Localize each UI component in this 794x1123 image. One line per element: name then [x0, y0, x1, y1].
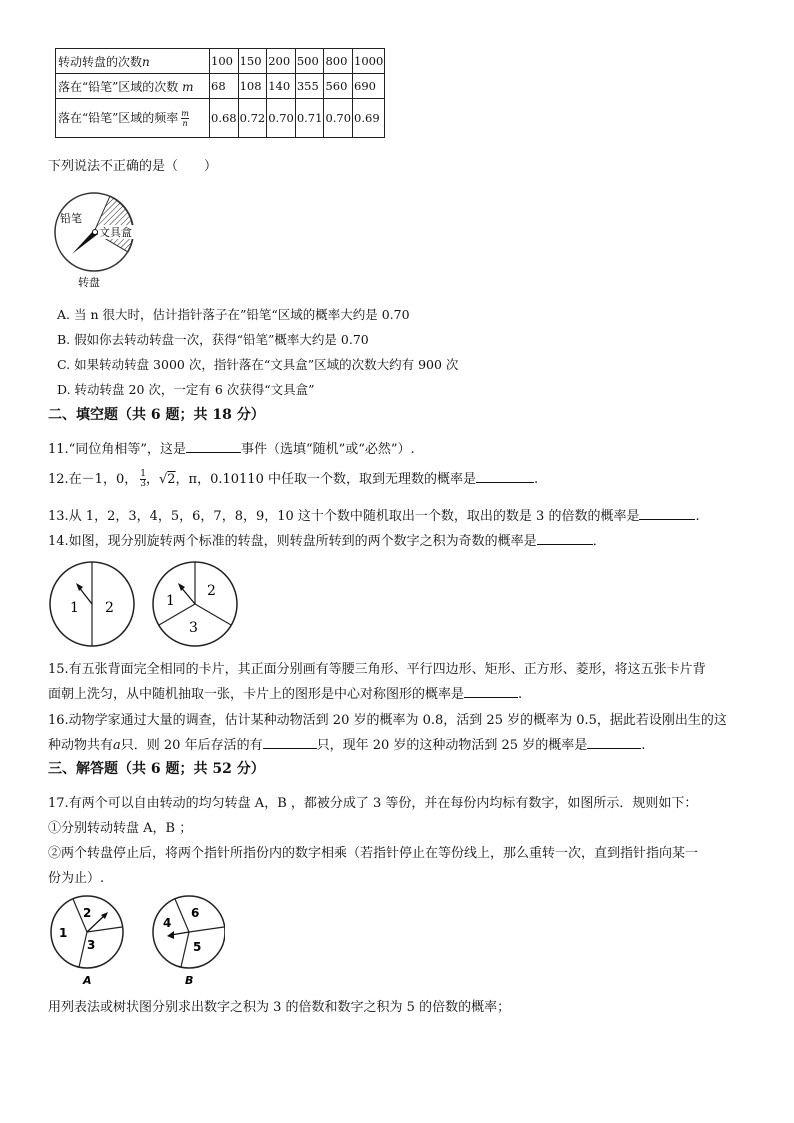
option-c: C. 如果转动转盘 3000 次，指针落在“文具盒”区域的次数大约有 900 次 [57, 357, 459, 372]
table-row [56, 74, 385, 99]
pencil-region-label: 铅笔 [60, 212, 82, 225]
table-row [56, 49, 385, 74]
table-cell: 355 [295, 74, 324, 99]
spinner-number: 2 [207, 583, 216, 599]
table-cell: 0.70 [267, 99, 296, 138]
question-17-rule1: ①分别转动转盘 A，B ； [48, 821, 193, 836]
answer-blank [464, 685, 518, 698]
pencil-spinner-diagram [48, 190, 143, 290]
table-cell: 0.71 [295, 99, 324, 138]
table-cell: 150 [238, 49, 267, 74]
table-cell: 1000 [353, 49, 385, 74]
row-label: 转动转盘的次数n [56, 49, 210, 74]
question-17-task: 用列表法或树状图分别求出数字之积为 3 的倍数和数字之积为 5 的倍数的概率； [48, 1000, 511, 1015]
answer-blank [476, 470, 534, 483]
table-cell: 0.68 [210, 99, 239, 138]
answer-blank [639, 507, 695, 520]
spinner-number: 1 [166, 593, 175, 609]
question-17-rule2-line2: 份为止）. [48, 871, 105, 886]
question-stem: 下列说法不正确的是（ ） [48, 159, 218, 174]
row-label: 落在“铅笔”区域的次数 m [56, 74, 210, 99]
section-heading: 三、解答题（共 6 题；共 52 分） [48, 761, 265, 777]
question-14: 14.如图，现分别旋转两个标准的转盘，则转盘所转到的两个数字之积为奇数的概率是 ． [48, 534, 606, 549]
fraction: $\frac{1}{3}$ [140, 469, 146, 489]
spinner-label: B [185, 974, 194, 987]
answer-blank [263, 736, 317, 749]
question-12: 12.在－1，0， $\frac{1}{3}$ ，√2，π，0.10110 中任取一个数，取到无理数的概率是 . [48, 469, 539, 489]
option-a: A. 当 n 很大时，估计指针落子在”铅笔“区域的概率大约是 0.70 [57, 307, 410, 322]
table-cell: 560 [324, 74, 353, 99]
spinner-number: 5 [193, 940, 202, 954]
spinner-number: 1 [70, 600, 79, 616]
spinner-number: 4 [163, 916, 172, 930]
frequency-table [55, 48, 385, 138]
table-cell: 800 [324, 49, 353, 74]
table-cell: 0.72 [238, 99, 267, 138]
question-13: 13.从 1，2，3，4，5，6，7，8，9，10 这十个数中随机取出一个数，取出的数是 3 的倍数的概率是 . [48, 509, 700, 524]
spinner-number: 2 [105, 600, 114, 616]
answer-blank [537, 532, 593, 545]
table-cell: 500 [295, 49, 324, 74]
question-16-line1: 16.动物学家通过大量的调查，估计某种动物活到 20 岁的概率为 0.8，活到 25 岁的概率为 0.5，据此若设刚出生的这 [48, 713, 727, 728]
question-11: 11.“同位角相等”，这是 事件（选填“随机”或“必然”）. [48, 442, 415, 457]
question-17-line1: 17.有两个可以自由转动的均匀转盘 A，B ，都被分成了 3 等份，并在每份内均标有数字，如图所示．规则如下： [48, 796, 698, 811]
option-b: B. 假如你去转动转盘一次，获得“铅笔”概率大约是 0.70 [57, 332, 369, 347]
spinner-two-part [50, 562, 134, 646]
table-cell: 690 [353, 74, 385, 99]
table-cell: 68 [210, 74, 239, 99]
spinner-a [51, 896, 123, 987]
table-row [56, 99, 385, 138]
spinner-b [153, 896, 225, 987]
table-cell: 200 [267, 49, 296, 74]
spinner-number: 3 [87, 938, 96, 952]
fraction: $\frac{m}{n}$ [181, 108, 189, 128]
spinner-number: 6 [191, 906, 200, 920]
table-cell: 100 [210, 49, 239, 74]
answer-blank [587, 736, 641, 749]
sqrt-symbol: √2 [158, 472, 176, 487]
spinner-label: A [83, 974, 92, 987]
spinner-number: 2 [83, 906, 92, 920]
question-15-line2: 面朝上洗匀，从中随机抽取一张，卡片上的图形是中心对称图形的概率是 . [48, 687, 523, 702]
row-label: 落在“铅笔”区域的频率 $\frac{m}{n}$ [56, 99, 210, 138]
spinner-number: 3 [189, 620, 198, 636]
question-16-line2: 种动物共有a只．则 20 年后存活的有 只，现年 20 岁的这种动物活到 25 岁的概率是 . [48, 738, 646, 753]
box-region-label: 文具盒 [99, 226, 132, 239]
spinner-number: 1 [59, 926, 68, 940]
question-17-rule2-line1: ②两个转盘停止后，将两个指针所指份内的数字相乘（若指针停止在等份线上，那么重转一次，直到指针指向某一 [48, 846, 699, 861]
section-heading: 二、填空题（共 6 题；共 18 分） [48, 407, 265, 423]
spinner-caption: 转盘 [78, 276, 100, 289]
table-cell: 108 [238, 74, 267, 99]
q17-spinners-diagram [45, 895, 225, 990]
spinner-three-part [153, 562, 237, 646]
option-d: D. 转动转盘 20 次，一定有 6 次获得“文具盒” [57, 382, 315, 397]
q14-spinners-diagram [48, 560, 248, 650]
table-cell: 0.69 [353, 99, 385, 138]
table-cell: 0.70 [324, 99, 353, 138]
table-cell: 140 [267, 74, 296, 99]
question-15-line1: 15.有五张背面完全相同的卡片，其正面分别画有等腰三角形、平行四边形、矩形、正方形、菱形，将这五张卡片背 [48, 662, 706, 677]
answer-blank [186, 440, 241, 453]
